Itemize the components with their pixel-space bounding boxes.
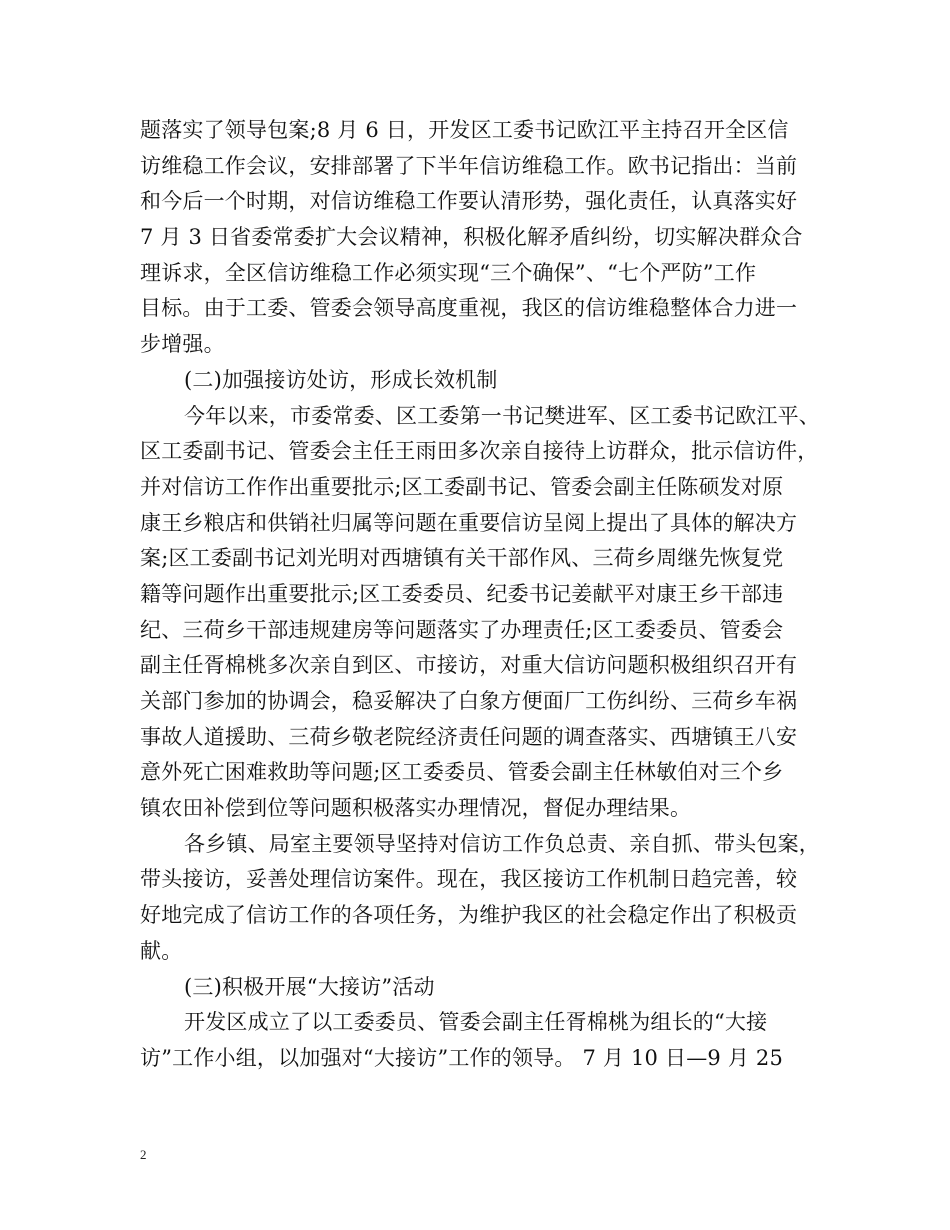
text-line: 目标。由于工委、管委会领导高度重视，我区的信访维稳整体合力进一 [140,296,798,321]
text-line: 意外死亡困难救助等问题;区工委委员、管委会副主任林敏伯对三个乡 [140,760,784,785]
body-text [140,113,820,1077]
text-line: 籍等问题作出重要批示;区工委委员、纪委书记姜献平对康王乡干部违 [140,581,784,606]
text-line: 访”工作小组，以加强对“大接访”工作的领导。 7 月 10 日—9 月 25 [140,1045,784,1070]
text-line: 访维稳工作会议，安排部署了下半年信访维稳工作。欧书记指出：当前 [140,153,798,178]
text-line: 7 月 3 日省委常委扩大会议精神，积极化解矛盾纠纷，切实解决群众合 [140,225,803,250]
page-number: 2 [140,1147,147,1162]
text-line: 开发区成立了以工委委员、管委会副主任胥棉桃为组长的“大接 [184,1010,768,1035]
text-line: 步增强。 [140,332,225,357]
text-line: 事故人道援助、三荷乡敬老院经济责任问题的调查落实、西塘镇王八安 [140,724,798,749]
text-line: 区工委副书记、管委会主任王雨田多次亲自接待上访群众，批示信访件， [140,439,819,464]
text-line: 关部门参加的协调会，稳妥解决了白象方便面厂工伤纠纷、三荷乡车祸 [140,689,798,713]
text-line: (二)加强接访处访，形成长效机制 [184,367,498,392]
text-line: 镇农田补偿到位等问题积极落实办理情况，督促办理结果。 [140,796,692,821]
text-line: 今年以来，市委常委、区工委第一书记樊进军、区工委书记欧江平、 [184,403,820,428]
text-line: (三)积极开展“大接访”活动 [184,974,435,999]
text-line: 并对信访工作作出重要批示;区工委副书记、管委会副主任陈硕发对原 [140,474,784,499]
text-line: 各乡镇、局室主要领导坚持对信访工作负总责、亲自抓、带头包案， [184,831,820,856]
text-line: 好地完成了信访工作的各项任务，为维护我区的社会稳定作出了积极贡 [140,903,798,928]
text-line: 副主任胥棉桃多次亲自到区、市接访，对重大信访问题积极组织召开有 [140,653,798,678]
text-line: 理诉求，全区信访维稳工作必须实现“三个确保”、“七个严防”工作 [140,260,757,285]
text-line: 和今后一个时期，对信访维稳工作要认清形势，强化责任，认真落实好 [140,189,798,214]
text-line: 纪、三荷乡干部违规建房等问题落实了办理责任;区工委委员、管委会 [140,617,784,642]
text-line: 带头接访，妥善处理信访案件。现在，我区接访工作机制日趋完善，较 [140,867,798,892]
text-line: 献。 [140,938,183,963]
text-line: 康王乡粮店和供销社归属等问题在重要信访呈阅上提出了具体的解决方 [140,510,798,535]
text-line: 题落实了领导包案;8 月 6 日，开发区工委书记欧江平主持召开全区信 [140,118,789,142]
text-line: 案;区工委副书记刘光明对西塘镇有关干部作风、三荷乡周继先恢复党 [140,546,784,571]
